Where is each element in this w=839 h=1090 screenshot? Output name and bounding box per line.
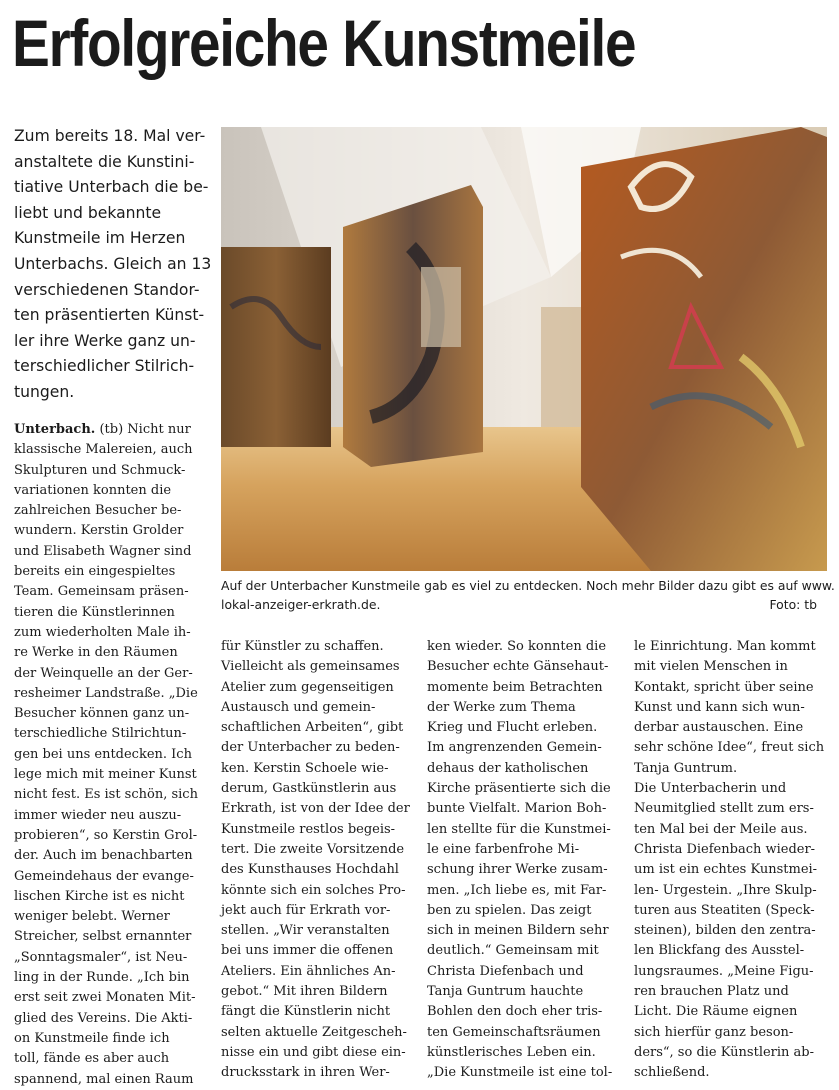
lead-line: verschiedenen Standor- xyxy=(14,280,200,299)
body-line: ben zu spielen. Das zeigt xyxy=(427,902,592,918)
body-line: wundern. Kerstin Grolder xyxy=(14,523,184,539)
body-line: Besucher können ganz un- xyxy=(14,706,190,722)
lead-line: Zum bereits 18. Mal ver- xyxy=(14,127,206,145)
body-line: len- Urgestein. „Ihre Skulp- xyxy=(634,882,817,898)
lead-line: ten präsentierten Künst- xyxy=(14,306,205,325)
body-line: on Kunstmeile finde ich xyxy=(14,1030,170,1046)
body-line: le Einrichtung. Man kommt xyxy=(634,639,816,654)
art-sculptures-image xyxy=(221,127,827,571)
body-line: derum, Gastkünstlerin aus xyxy=(221,781,397,797)
body-line: zahlreichen Besucher be- xyxy=(14,503,182,519)
body-line: der Unterbacher zu beden- xyxy=(221,740,400,756)
photo-credit: Foto: tb xyxy=(769,597,817,612)
body-line: Team. Gemeinsam präsen- xyxy=(14,584,189,600)
body-line: Ateliers. Ein ähnliches An- xyxy=(221,963,396,979)
body-line: Bohlen den doch eher tris- xyxy=(427,1004,603,1020)
lead-line: anstaltete die Kunstini- xyxy=(14,152,195,171)
body-line: Christa Diefenbach und xyxy=(427,963,584,979)
body-line: gen bei uns entdecken. Ich xyxy=(14,746,192,762)
dateline: Unterbach. xyxy=(14,422,96,437)
body-line: Licht. Die Räume eignen xyxy=(634,1004,798,1020)
body-line: ders“, so die Künstlerin ab- xyxy=(634,1044,815,1060)
body-line: steinen), bilden den zentra- xyxy=(634,923,816,939)
body-line: Kontakt, spricht über seine xyxy=(634,679,814,695)
body-line: Neumitglied stellt zum ers- xyxy=(634,801,814,817)
body-line: immer wieder neu auszu- xyxy=(14,807,182,823)
body-column-2 xyxy=(221,637,421,1084)
body-line: Gemeindehaus der evange- xyxy=(14,868,194,884)
caption-line-1: Auf der Unterbacher Kunstmeile gab es viel zu entdecken. Noch mehr Bilder dazu gibt es auf www. xyxy=(221,578,835,593)
body-line: schaftlichen Arbeiten“, gibt xyxy=(221,720,404,736)
body-line: ren brauchen Platz und xyxy=(634,984,789,1000)
body-column-4 xyxy=(634,637,834,1084)
body-line: zum wiederholten Male ih- xyxy=(14,624,191,640)
body-line: jekt auch für Erkrath vor- xyxy=(221,902,391,918)
body-line: selten aktuelle Zeitgescheh- xyxy=(221,1024,407,1040)
body-line: Kunst und kann sich wun- xyxy=(634,699,805,715)
body-line: schung ihrer Werke zusam- xyxy=(427,862,608,878)
body-line: nicht fest. Es ist schön, sich xyxy=(14,787,198,803)
body-line: und Elisabeth Wagner sind xyxy=(14,543,192,559)
body-line: klassische Malereien, auch xyxy=(14,442,193,458)
body-line: um ist ein echtes Kunstmei- xyxy=(634,862,818,878)
body-line: lege mich mit meiner Kunst xyxy=(14,767,197,783)
body-line: Streicher, selbst ernannter xyxy=(14,929,192,945)
body-line: nisse ein und gibt diese ein- xyxy=(221,1044,406,1060)
body-line: bunte Vielfalt. Marion Boh- xyxy=(427,801,607,817)
caption-line-2: lokal-anzeiger-erkrath.de. xyxy=(221,597,381,612)
body-line: mit vielen Menschen in xyxy=(634,659,788,675)
body-line: terschiedliche Stilrichtun- xyxy=(14,726,187,742)
dateline-rest: (tb) Nicht nur xyxy=(95,422,191,437)
lead-line: Kunstmeile im Herzen xyxy=(14,229,186,248)
article-photo xyxy=(221,127,827,571)
body-line: der Werke zum Thema xyxy=(427,699,576,715)
body-line: Tanja Guntrum hauchte xyxy=(427,984,584,1000)
body-line: ken. Kerstin Schoele wie- xyxy=(221,760,389,776)
body-line: len stellte für die Kunstmei- xyxy=(427,821,611,837)
body-line: Kirche präsentierte sich die xyxy=(427,781,611,797)
body-line: Austausch und gemein- xyxy=(221,699,376,715)
body-line: Tanja Guntrum. xyxy=(634,760,738,776)
body-line: gebot.“ Mit ihren Bildern xyxy=(221,984,388,1000)
body-line: deutlich.“ Gemeinsam mit xyxy=(427,943,599,959)
lead-line: tungen. xyxy=(14,382,75,401)
lead-paragraph xyxy=(14,124,214,406)
lead-line: Unterbachs. Gleich an 13 xyxy=(14,254,212,273)
body-line: der. Auch im benachbarten xyxy=(14,848,193,864)
lead-line: tiative Unterbach die be- xyxy=(14,178,209,197)
body-line: erst seit zwei Monaten Mit- xyxy=(14,990,196,1006)
body-line: des Kunsthauses Hochdahl xyxy=(221,862,399,878)
lead-line: liebt und bekannte xyxy=(14,203,162,222)
body-line: momente beim Betrachten xyxy=(427,679,603,695)
body-line: re Werke in den Räumen xyxy=(14,645,178,661)
body-line: spannend, mal einen Raum xyxy=(14,1071,194,1087)
body-line: „Die Kunstmeile ist eine tol- xyxy=(427,1065,613,1081)
body-line: dehaus der katholischen xyxy=(427,760,589,776)
body-line: könnte sich ein solches Pro- xyxy=(221,882,406,898)
body-line: ken wieder. So konnten die xyxy=(427,639,607,654)
body-line: sehr schöne Idee“, freut sich xyxy=(634,740,825,756)
body-line: len Blickfang des Ausstel- xyxy=(634,943,805,959)
body-line: men. „Ich liebe es, mit Far- xyxy=(427,882,607,898)
body-line: drucksstark in ihren Wer- xyxy=(221,1065,390,1081)
body-line: für Künstler zu schaffen. xyxy=(221,639,384,654)
body-line: sich hierfür ganz beson- xyxy=(634,1024,794,1040)
body-line: Die Unterbacherin und xyxy=(634,781,787,797)
body-line: ling in der Runde. „Ich bin xyxy=(14,970,190,986)
headline: Erfolgreiche Kunstmeile xyxy=(12,6,636,80)
dateline-line xyxy=(14,420,214,440)
body-line: tieren die Künstlerinnen xyxy=(14,604,175,620)
body-line: künstlerisches Leben ein. xyxy=(427,1044,596,1060)
body-line: schließend. xyxy=(634,1065,710,1081)
body-line: stellen. „Wir veranstalten xyxy=(221,923,390,939)
body-line: le eine farbenfrohe Mi- xyxy=(427,841,580,857)
lead-line: ler ihre Werke ganz un- xyxy=(14,331,196,350)
body-line: tert. Die zweite Vorsitzende xyxy=(221,841,405,857)
photo-caption xyxy=(221,576,835,614)
body-line: bei uns immer die offenen xyxy=(221,943,394,959)
body-column-1 xyxy=(14,420,214,1090)
body-line: turen aus Steatiten (Speck- xyxy=(634,902,815,918)
body-line: probieren“, so Kerstin Grol- xyxy=(14,827,198,843)
lead-line: terschiedlicher Stilrich- xyxy=(14,357,195,376)
body-line: weniger belebt. Werner xyxy=(14,909,170,925)
body-line: Atelier zum gegenseitigen xyxy=(221,679,394,695)
body-line: Vielleicht als gemeinsames xyxy=(221,659,400,675)
body-line: Skulpturen und Schmuck- xyxy=(14,462,186,478)
body-line: lungsraumes. „Meine Figu- xyxy=(634,963,814,979)
body-line: Im angrenzenden Gemein- xyxy=(427,740,602,756)
body-line: resheimer Landstraße. „Die xyxy=(14,685,198,701)
body-line: Krieg und Flucht erleben. xyxy=(427,720,598,736)
body-line: variationen konnten die xyxy=(14,482,172,498)
body-line: lischen Kirche ist es nicht xyxy=(14,888,185,904)
body-line: derbar austauschen. Eine xyxy=(634,720,804,736)
body-line: der Weinquelle an der Ger- xyxy=(14,665,193,681)
body-line: Christa Diefenbach wieder- xyxy=(634,841,816,857)
body-line: fängt die Künstlerin nicht xyxy=(221,1004,391,1020)
body-line: glied des Vereins. Die Akti- xyxy=(14,1010,193,1026)
body-line: ten Mal bei der Meile aus. xyxy=(634,821,808,837)
body-line: toll, fände es aber auch xyxy=(14,1051,170,1067)
body-line: Kunstmeile restlos begeis- xyxy=(221,821,396,837)
body-line: Erkrath, ist von der Idee der xyxy=(221,801,410,817)
body-line: bereits ein eingespieltes xyxy=(14,564,176,580)
body-line: Besucher echte Gänsehaut- xyxy=(427,659,609,675)
body-column-3 xyxy=(427,637,627,1084)
body-line: ten Gemeinschaftsräumen xyxy=(427,1024,601,1040)
body-line: sich in meinen Bildern sehr xyxy=(427,923,609,939)
body-line: „Sonntagsmaler“, ist Neu- xyxy=(14,949,188,965)
